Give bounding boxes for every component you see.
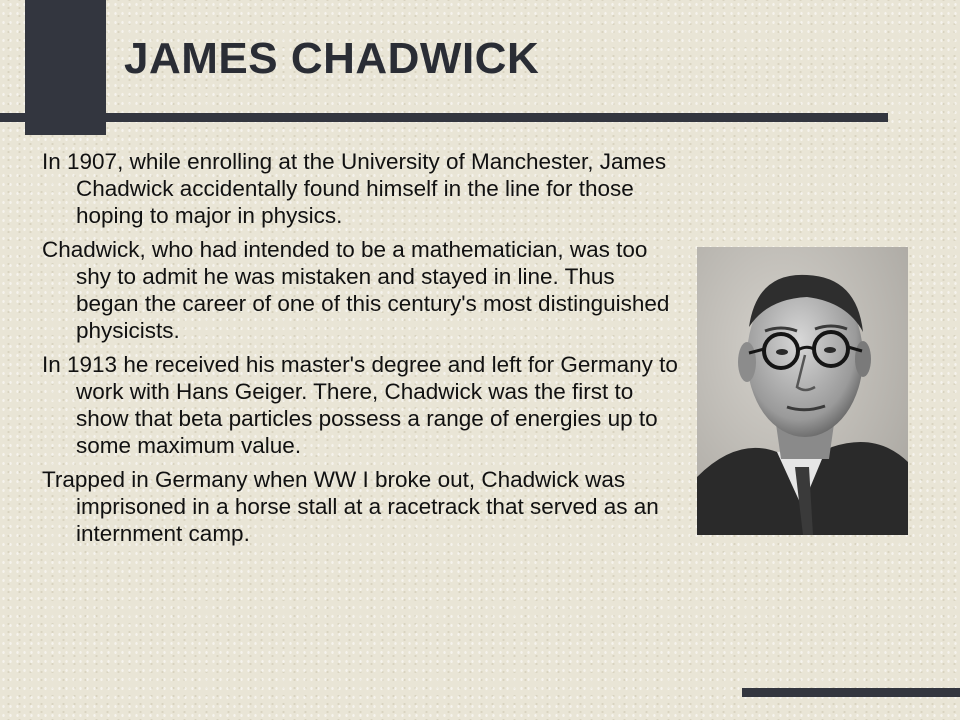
paragraph-1: In 1907, while enrolling at the University of Manchester, James Chadwick accidentally found himself in the line for those hoping to major in physics. — [42, 149, 667, 228]
slide-title: JAMES CHADWICK — [124, 34, 540, 83]
paragraph-4: Trapped in Germany when WW I broke out, Chadwick was imprisoned in a horse stall at a racetrack that served as an internment camp. — [42, 467, 659, 546]
portrait-photo — [697, 247, 908, 535]
body-text — [42, 148, 682, 554]
paragraph-3: In 1913 he received his master's degree and left for Germany to work with Hans Geiger. There, Chadwick was the first to show that beta particles possess a range of energies up to some maximum value. — [42, 352, 678, 458]
paragraph-2: Chadwick, who had intended to be a mathematician, was too shy to admit he was mistaken and stayed in line. Thus began the career of one of this century's most distinguished physicists. — [42, 237, 670, 343]
bottom-rule — [742, 688, 960, 697]
title-rule — [0, 113, 888, 122]
portrait-icon — [697, 247, 908, 535]
